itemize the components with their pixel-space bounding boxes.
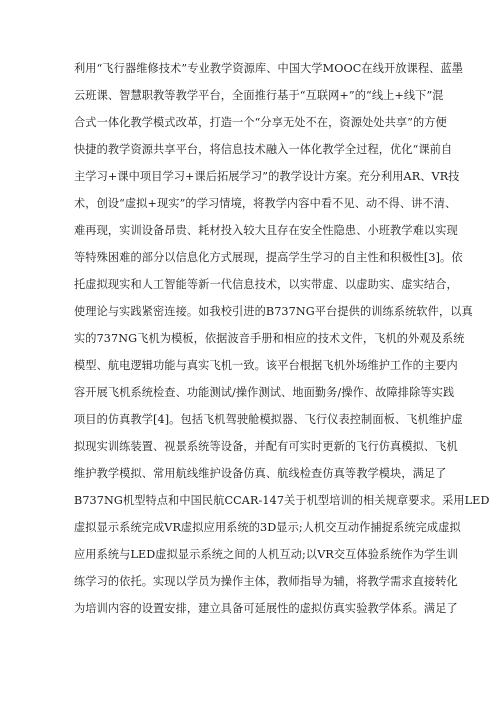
text-line: 容开展飞机系统检查、功能测试/操作测试、地面勤务/操作、故障排除等实践 [74, 386, 455, 399]
text-line: 难再现，实训设备昂贵、耗材投入较大且存在安全性隐患、小班教学难以实现 [74, 224, 458, 237]
text-line: 托虚拟现实和人工智能等新一代信息技术，以实带虚、以虚助实、虚实结合， [74, 278, 458, 291]
text-line: 术，创设“虚拟+现实”的学习情境，将教学内容中看不见、动不得、讲不清、 [74, 197, 457, 210]
text-line: 模型、航电逻辑功能与真实飞机一致。该平台根据飞机外场维护工作的主要内 [74, 359, 458, 372]
text-line: 为培训内容的设置安排，建立具备可延展性的虚拟仿真实验教学体系。满足了 [74, 602, 458, 615]
text-line: 云班课、智慧职教等教学平台，全面推行基于“互联网+”的“线上+线下”混 [74, 89, 444, 102]
text-line: B737NG机型特点和中国民航CCAR-147关于机型培训的相关规章要求。采用LED [74, 494, 490, 507]
text-line: 拟现实训练装置、视景系统等设备，并配有可实时更新的飞行仿真模拟、飞机 [74, 440, 458, 453]
text-line: 快捷的教学资源共享平台，将信息技术融入一体化教学全过程，优化“课前自 [74, 143, 453, 156]
text-line: 应用系统与LED虚拟显示系统之间的人机互动;以VR交互体验系统作为学生训 [74, 548, 459, 561]
body-text [74, 55, 490, 622]
text-line: 虚拟显示系统完成VR虚拟应用系统的3D显示;人机交互动作捕捉系统完成虚拟 [74, 521, 461, 534]
text-line: 练学习的依托。实现以学员为操作主体，教师指导为辅，将教学需求直接转化 [74, 575, 458, 588]
text-line: 使理论与实践紧密连接。如我校引进的B737NG平台提供的训练系统软件，以真 [74, 305, 473, 318]
text-line: 利用“飞行器维修技术”专业教学资源库、中国大学MOOC在线开放课程、蓝墨 [74, 62, 464, 75]
text-line: 合式一体化教学模式改革，打造一个“分享无处不在，资源处处共享”的方便 [74, 116, 447, 129]
text-line: 实的737NG飞机为模板，依据波音手册和相应的技术文件，飞机的外观及系统 [74, 332, 465, 345]
text-line: 等特殊困难的部分以信息化方式展现，提高学生学习的自主性和积极性[3]。依 [74, 251, 463, 264]
text-line: 主学习+课中项目学习+课后拓展学习”的教学设计方案。充分利用AR、VR技 [74, 170, 460, 183]
text-line: 项目的仿真教学[4]。包括飞机驾驶舱模拟器、飞行仪表控制面板、飞机维护虚 [74, 413, 463, 426]
text-line: 维护教学模拟、常用航线维护设备仿真、航线检查仿真等教学模块，满足了 [74, 467, 447, 480]
